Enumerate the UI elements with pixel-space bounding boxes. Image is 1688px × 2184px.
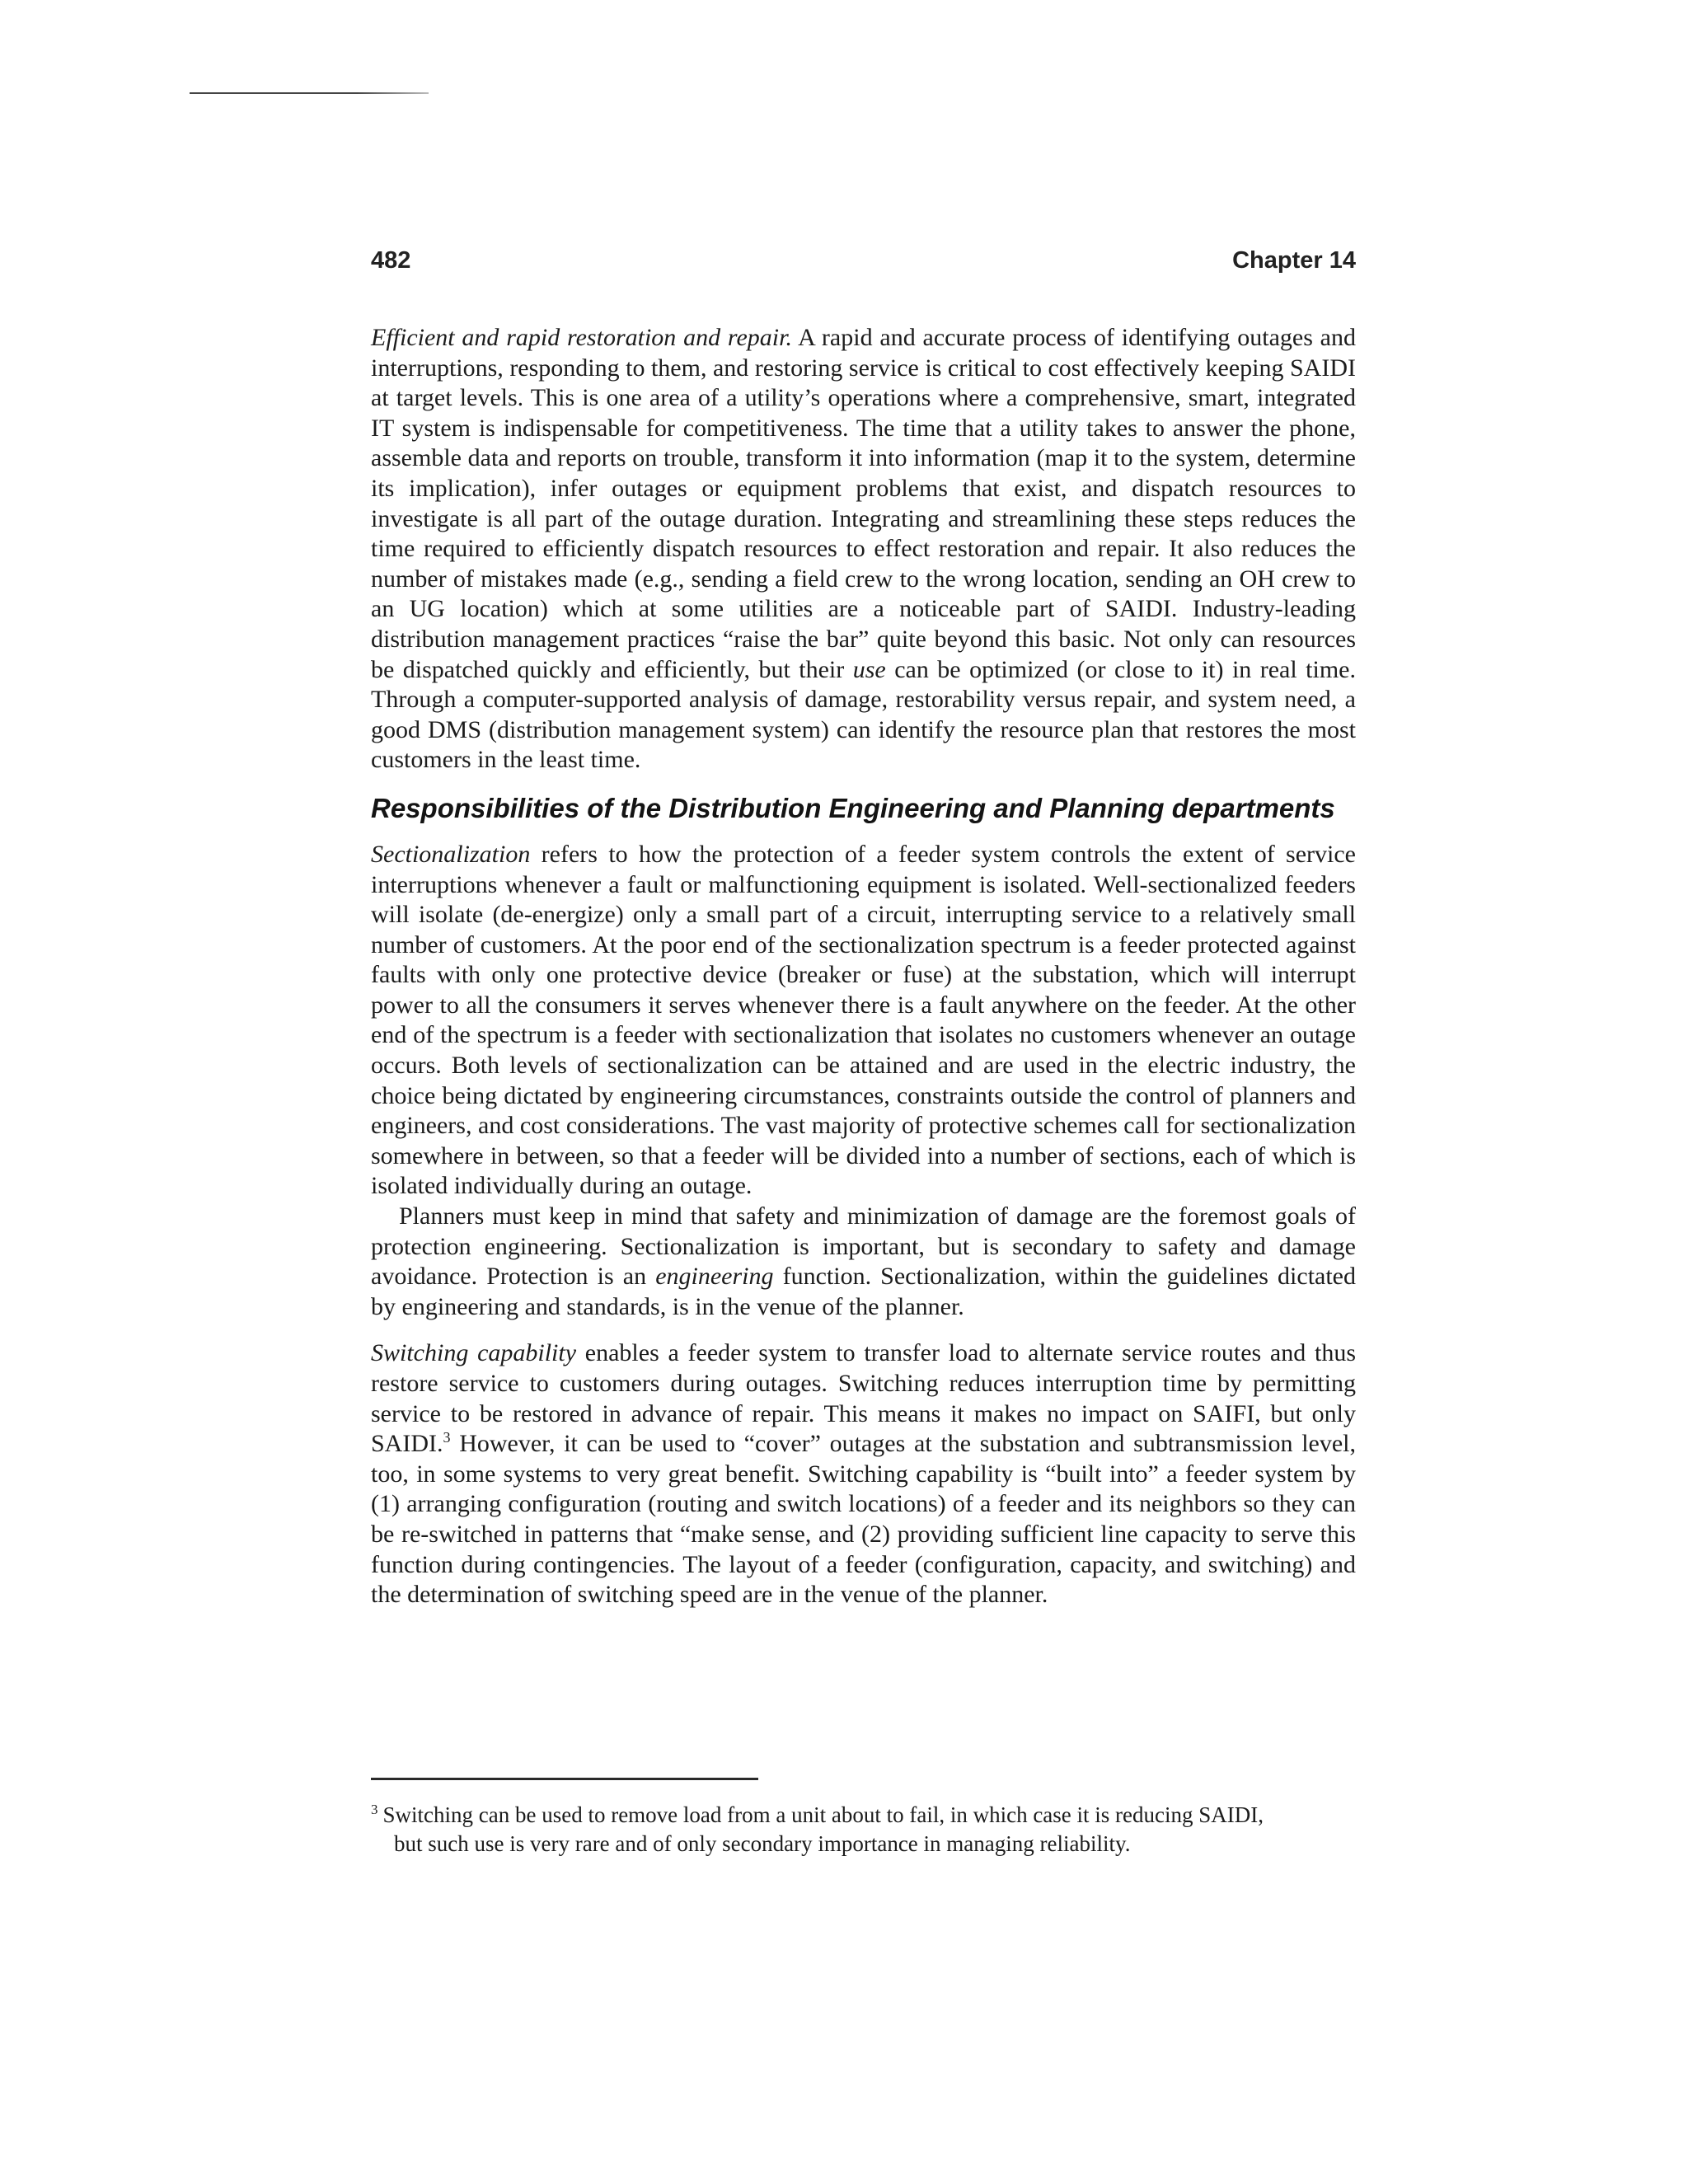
footnote-text: Switching can be used to remove load from a unit about to fail, in which case it is reducing SAIDI,: [382, 1802, 1264, 1827]
paragraph-text: enables a feeder system to transfer load to alternate service routes and thus restore service to customers during outages. Switching reduces interruption time by permitting service to be restored in advance of repair. This means it makes no impact on SAIFI, but only SAIDI.: [371, 1339, 1356, 1458]
section-heading: Responsibilities of the Distribution Engineering and Planning departments: [371, 792, 1335, 823]
paragraph-restoration: [371, 323, 1356, 776]
footnote-text: but such use is very rare and of only secondary importance in managing reliability.: [394, 1831, 1131, 1856]
body-text: [371, 323, 1356, 1610]
page-number: 482: [371, 247, 411, 274]
paragraph-sectionalization: [371, 840, 1356, 1202]
paragraph-switching: [371, 1338, 1356, 1610]
footnote-line: [371, 1801, 1356, 1830]
footnote-reference: 3: [443, 1429, 451, 1446]
footnote-line: [371, 1830, 1356, 1858]
scan-artifact-rule: [190, 92, 429, 94]
paragraph-text: function. Sectionalization, within the guidelines dictated by engineering and standards, is in the venue of the planner.: [371, 1263, 1356, 1320]
emphasis-engineering: engineering: [655, 1263, 774, 1291]
paragraph-text: Planners must keep in mind that safety and minimization of damage are the foremost goals of protection engineering. Sectionalization is important, but is secondary to safety and damage avoidance. Protection is an: [371, 1202, 1356, 1291]
paragraph-lead: Sectionalization: [371, 840, 531, 868]
footnote-mark: 3: [371, 1802, 378, 1817]
running-header: [371, 247, 1356, 274]
paragraph-lead: Switching capability: [371, 1339, 577, 1367]
chapter-label: Chapter 14: [1232, 247, 1356, 274]
paragraph-text: can be optimized (or close to it) in real time. Through a computer-supported analysis of damage, restorability versus repair, and system need, a good DMS (distribution management system) can identify the resource plan that restores the most customers in the least time.: [371, 655, 1356, 774]
paragraph-text: refers to how the protection of a feeder system controls the extent of service interruptions whenever a fault or malfunctioning equipment is isolated. Well-sectionalized feeders will isolate (de-energize) only a small part of a circuit, interrupting service to a relatively small number of customers. At the poor end of the sectionalization spectrum is a feeder protected against faults with only one protective device (breaker or fuse) at the substation, which will interrupt power to all the consumers it serves whenever there is a fault anywhere on the feeder. At the other end of the spectrum is a feeder with sectionalization that isolates no customers whenever an outage occurs. Both levels of sectionalization can be attained and are used in the electric industry, the choice being dictated by engineering circumstances, constraints outside the control of planners and engineers, and cost considerations. The vast majority of protective schemes call for sectionalization somewhere in between, so that a feeder will be divided into a number of sections, each of which is isolated individually during an outage.: [371, 840, 1356, 1200]
emphasis-use: use: [852, 655, 886, 683]
paragraph-text: A rapid and accurate process of identifying outages and interruptions, responding to them, and restoring service is critical to cost effectively keeping SAIDI at target levels. This is one area of a utility’s operations where a comprehensive, smart, integrated IT system is indispensable for competitiveness. The time that a utility takes to answer the phone, assemble data and reports on trouble, transform it into information (map it to the system, determine its implication), infer outages or equipment problems that exist, and dispatch resources to investigate is all part of the outage duration. Integrating and streamlining these steps reduces the time required to efficiently dispatch resources to effect restoration and repair. It also reduces the number of mistakes made (e.g., sending a field crew to the wrong location, sending an OH crew to an UG location) which at some utilities are a noticeable part of SAIDI. Industry-leading distribution management practices “raise the bar” quite beyond this basic. Not only can resources be dispatched quickly and efficiently, but their: [371, 324, 1356, 683]
paragraph-planners: [371, 1202, 1356, 1322]
footnote-divider: [371, 1778, 758, 1780]
paragraph-text: However, it can be used to “cover” outages at the substation and subtransmission level, too, in some systems to very great benefit. Switching capability is “built into” a feeder system by (1) arranging configuration (routing and switch locations) of a feeder and its neighbors so they can be re-switched in patterns that “make sense, and (2) providing sufficient line capacity to serve this function during contingencies. The layout of a feeder (configuration, capacity, and switching) and the determination of switching speed are in the venue of the planner.: [371, 1430, 1356, 1609]
footnote: [371, 1801, 1356, 1858]
paragraph-lead: Efficient and rapid restoration and repair.: [371, 324, 792, 351]
